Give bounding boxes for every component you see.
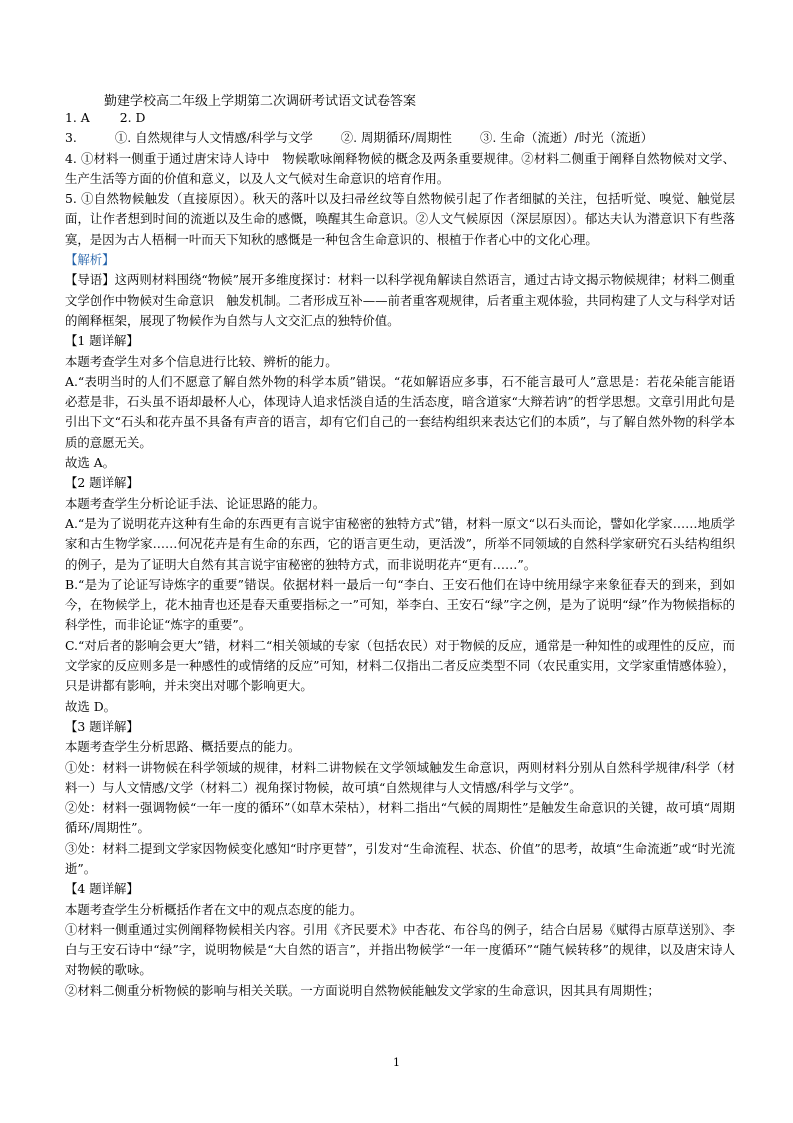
- document-body: [65, 108, 735, 1001]
- q2-detail-option-a: A.“是为了说明花卉这种有生命的东西更有言说宇宙秘密的独特方式”错，材料一原文“以石头而论，譬如化学家……地质学家和古生物学家……何况花卉是有生命的东西，它的语言更生动，更活泼”，所举不同领域的自然科学家研究石头结构组织的例子，是为了证明大自然有其言说宇宙秘密的独特方式，而非说明花卉“更有……”。: [65, 515, 735, 572]
- q3-detail-heading: 【3 题详解】: [65, 718, 139, 734]
- q1-detail-body: A.“表明当时的人们不愿意了解自然外物的科学本质”错误。“花如解语应多事，石不能言最可人”意思是：若花朵能言能语必惹是非，石头虽不语却最杯人心，体现诗人追求恬淡自适的生活态度，暗含道家“大辩若讷”的哲学思想。文章引用此句是引出下文“石头和花卉虽不具备有声音的语言，却有它们自己的一套结构组织来表达它们的本质”，与了解自然外物的科学本质的意愿无关。: [65, 373, 735, 450]
- q4-detail-heading: 【4 题详解】: [65, 881, 139, 897]
- q2-detail-intro: 本题考查学生分析论证手法、论证思路的能力。: [65, 495, 326, 511]
- answer-q4: 4. ①材料一侧重于通过唐宋诗人诗中 物候歌咏阐释物候的概念及两条重要规律。②材料二侧重于阐释自然物候对文学、生产生活等方面的价值和意义，以及人文气候对生命意识的培育作用。: [65, 150, 735, 186]
- answer-row-1-2: [65, 108, 735, 128]
- answer-q3-number: 3.: [65, 130, 77, 146]
- q3-detail-point-2: ②处：材料一强调物候“一年一度的循环”（如草木荣枯），材料二指出“气候的周期性”是触发生命意识的关键，故可填“周期循环/周期性”。: [65, 800, 735, 836]
- q2-detail-option-b: B.“是为了论证写诗炼字的重要”错误。依据材料一最后一句“李白、王安石他们在诗中统用绿字来象征春天的到来，到如今，在物候学上，花木抽青也还是春天重要指标之一”可知，举李白、王安石“绿”字之例，是为了说明“绿”作为物候指标的科学性，而非论证“炼字的重要”。: [65, 576, 735, 633]
- q2-detail-heading: 【2 题详解】: [65, 475, 139, 491]
- q4-detail-point-1: ①材料一侧重通过实例阐释物候相关内容。引用《齐民要术》中杏花、布谷鸟的例子，结合白居易《赋得古原草送别》、李白与王安石诗中“绿”字，说明物候是“大自然的语言”，并指出物候学“一年一度循环”“随气候转移”的规律，以及唐宋诗人对物候的歌咏。: [65, 921, 735, 978]
- q1-detail-conclusion: 故选 A。: [65, 455, 116, 471]
- q3-detail-point-1: ①处：材料一讲物候在科学领域的规律，材料二讲物候在文学领域触发生命意识，两则材料分别从自然科学规律/科学（材料一）与人文情感/文学（材料二）视角探讨物候，故可填“自然规律与人文情感/科学与文学”。: [65, 759, 735, 795]
- answer-q3-blank-3: ③. 生命（流逝）/时光（流逝）: [479, 130, 654, 146]
- q1-detail-intro: 本题考查学生对多个信息进行比较、辨析的能力。: [65, 353, 338, 369]
- answer-q3-blank-2: ②. 周期循环/周期性: [340, 130, 452, 146]
- q2-detail-option-c: C.“对后者的影响会更大”错，材料二“相关领域的专家（包括农民）对于物候的反应，通常是一种知性的或理性的反应，而文学家的反应则多是一种感性的或情绪的反应”可知，材料二仅指出二者反应类型不同（农民重实用，文学家重情感体验），只是讲都有影响，并未突出对哪个影响更大。: [65, 637, 735, 694]
- q4-detail-intro: 本题考查学生分析概括作者在文中的观点态度的能力。: [65, 901, 363, 917]
- answer-row-3: [65, 128, 735, 148]
- q1-detail-heading: 【1 题详解】: [65, 333, 139, 349]
- document-title: 勤建学校高二年级上学期第二次调研考试语文试卷答案: [104, 94, 417, 109]
- answer-q5: 5. ①自然物候触发（直接原因）。秋天的落叶以及扫帚丝纹等自然物候引起了作者细腻的关注，包括听觉、嗅觉、触觉层面，让作者想到时间的流逝以及生命的感慨，唤醒其生命意识。②人文气候原因（深层原因）。郁达夫认为潜意识下有些落寞，是因为古人梧桐一叶而天下知秋的感慨是一种包含生命意识的、根植于作者心中的文化心理。: [65, 191, 735, 247]
- q2-detail-conclusion: 故选 D。: [65, 698, 117, 714]
- q4-detail-point-2: ②材料二侧重分析物候的影响与相关关联。一方面说明自然物候能触发文学家的生命意识，因其具有周期性；: [65, 982, 660, 998]
- answer-q3-blank-1: ①. 自然规律与人文情感/科学与文学: [114, 130, 313, 146]
- answer-q1: 1. A: [65, 110, 90, 125]
- answer-q2: 2. D: [119, 110, 146, 125]
- page-number: 1: [393, 1056, 400, 1069]
- analysis-heading: 【解析】: [65, 252, 115, 268]
- q3-detail-intro: 本题考查学生分析思路、概括要点的能力。: [65, 739, 301, 755]
- analysis-guide: 【导语】这两则材料围绕“物候”展开多维度探讨：材料一以科学视角解读自然语言，通过古诗文揭示物候规律；材料二侧重文学创作中物候对生命意识 触发机制。二者形成互补——前者重客观规律，后者重主观体验，共同构建了人文与科学对话的阐释框架，展现了物候作为自然与人文交汇点的独特价值。: [65, 272, 735, 328]
- q3-detail-point-3: ③处：材料二提到文学家因物候变化感知“时序更替”，引发对“生命流程、状态、价值”的思考，故填“生命流逝”或“时光流逝”。: [65, 840, 735, 876]
